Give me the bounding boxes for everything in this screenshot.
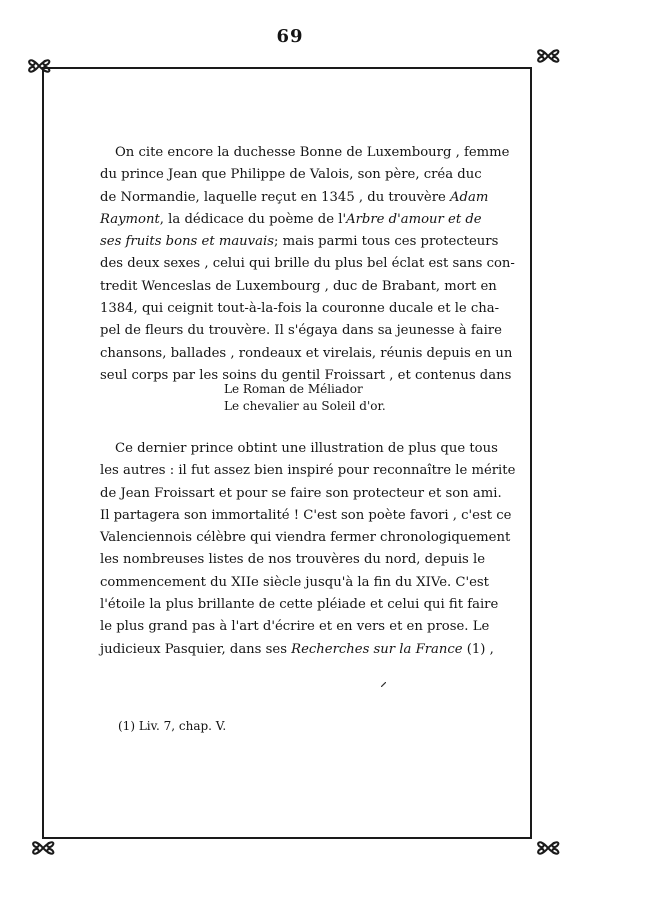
text-line: On cite encore la duchesse Bonne de Luxembourg , femme <box>115 145 510 160</box>
text-line: du prince Jean que Philippe de Valois, son père, créa duc <box>100 167 482 183</box>
text-line: de Jean Froissart et pour se faire son protecteur et son ami. <box>100 485 502 501</box>
text-line: l'étoile la plus brillante de cette pléiade et celui qui fit faire <box>100 597 499 613</box>
corner-ornament-icon <box>30 835 56 861</box>
footnote: (1) Liv. 7, chap. V. <box>118 719 227 733</box>
text-line: de Normandie, laquelle reçut en 1345 , du trouvère Adam <box>100 189 489 205</box>
corner-ornament-icon <box>535 43 561 69</box>
text-line: Ce dernier prince obtint une illustration de plus que tous <box>115 441 498 456</box>
page-number: 69 <box>276 26 304 47</box>
ink-speck <box>381 682 386 687</box>
text-line: Raymont, la dédicace du poème de l'Arbre d'amour et de <box>100 211 482 227</box>
text-line: pel de fleurs du trouvère. Il s'égaya dans sa jeunesse à faire <box>100 323 502 339</box>
text-line: les autres : il fut assez bien inspiré pour reconnaître le mérite <box>100 463 516 479</box>
text-line: tredit Wenceslas de Luxembourg , duc de Brabant, mort en <box>100 278 497 294</box>
corner-ornament-icon <box>26 53 52 79</box>
text-line: chansons, ballades , rondeaux et virelais, réunis depuis en un <box>100 345 513 361</box>
quote-line-1: Le Roman de Méliador <box>224 382 363 396</box>
quote-line-2: Le chevalier au Soleil d'or. <box>224 399 386 413</box>
paragraph-2 <box>0 438 516 661</box>
text-line: Il partagera son immortalité ! C'est son poète favori , c'est ce <box>100 507 512 523</box>
text-line: ses fruits bons et mauvais; mais parmi tous ces protecteurs <box>100 234 499 250</box>
text-line: Valenciennois célèbre qui viendra fermer chronologiquement <box>100 530 511 546</box>
text-line: judicieux Pasquier, dans ses Recherches sur la France (1) , <box>100 641 494 657</box>
text-line: les nombreuses listes de nos trouvères du nord, depuis le <box>100 552 486 568</box>
text-line: des deux sexes , celui qui brille du plus bel éclat est sans con- <box>100 256 515 272</box>
text-line: commencement du XIIe siècle jusqu'à la fin du XIVe. C'est <box>100 574 489 590</box>
corner-ornament-icon <box>535 835 561 861</box>
text-line: 1384, qui ceignit tout-à-la-fois la couronne ducale et le cha- <box>100 301 500 317</box>
text-line: le plus grand pas à l'art d'écrire et en vers et en prose. Le <box>100 619 490 635</box>
paragraph-1 <box>0 142 515 387</box>
text-line: seul corps par les soins du gentil Froissart , et contenus dans <box>100 367 512 383</box>
